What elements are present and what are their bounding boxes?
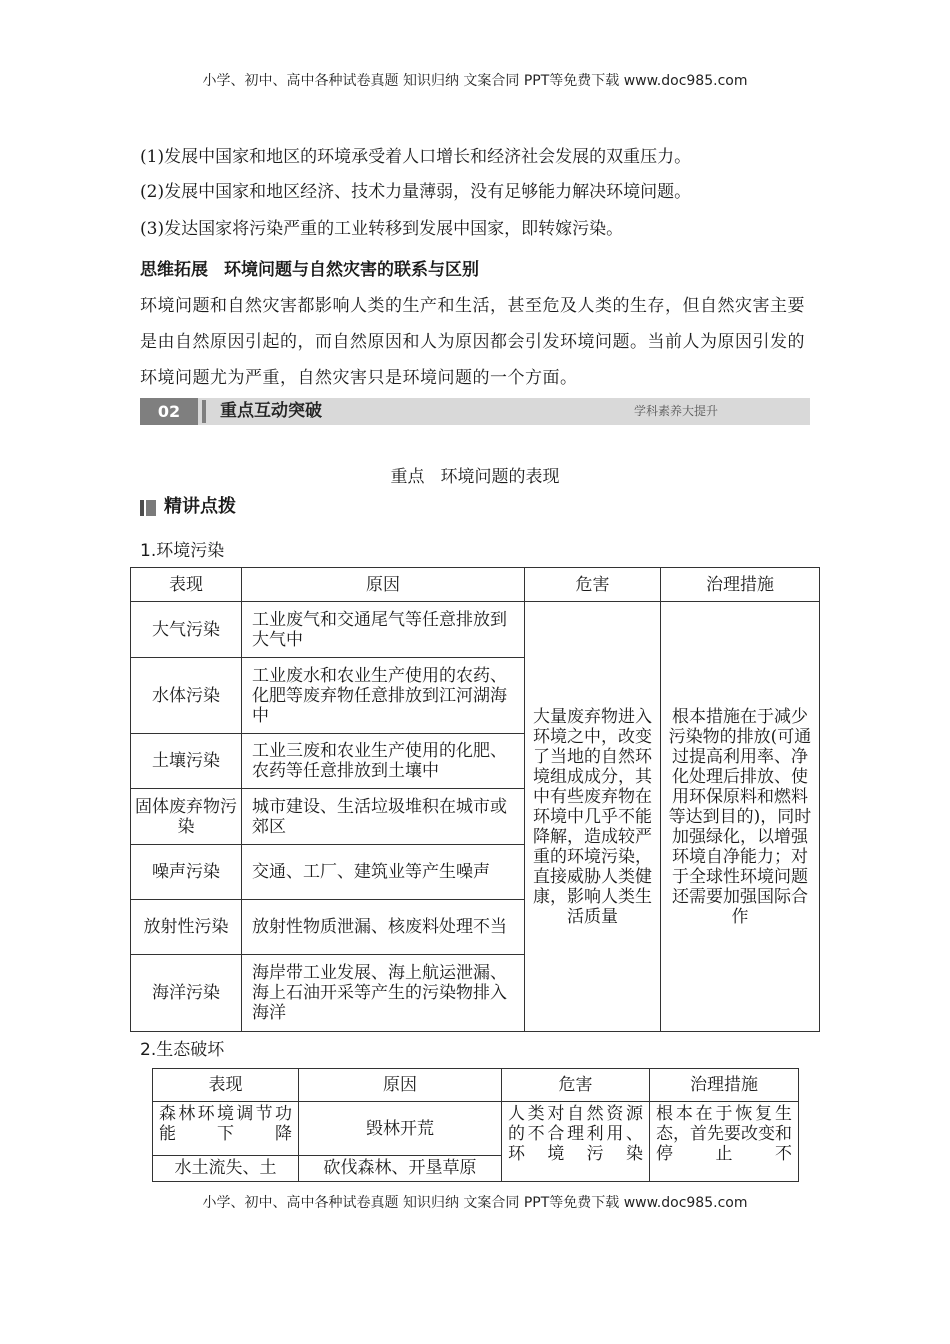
pollution-table xyxy=(130,567,820,1032)
table-header: 原因 xyxy=(299,1069,502,1102)
table-header: 治理措施 xyxy=(661,568,820,602)
damage-type: 水土流失、土 xyxy=(153,1156,299,1182)
table-header: 表现 xyxy=(131,568,242,602)
damage-harm: 人类对自然资源的不合理利用、环境污染 xyxy=(502,1102,650,1182)
focus-heading xyxy=(0,462,950,487)
pollution-cause: 交通、工厂、建筑业等产生噪声 xyxy=(242,845,525,900)
table-row xyxy=(131,602,820,658)
pollution-type: 固体废弃物污染 xyxy=(131,789,242,845)
section-band xyxy=(140,398,810,425)
damage-type: 森林环境调节功能下降 xyxy=(153,1102,299,1156)
table-row xyxy=(153,1102,799,1156)
section-1-title: 1.环境污染 xyxy=(140,541,225,561)
bookmark-icon xyxy=(140,500,156,516)
pollution-cause: 放射性物质泄漏、核废料处理不当 xyxy=(242,900,525,955)
table-header: 原因 xyxy=(242,568,525,602)
pollution-type: 噪声污染 xyxy=(131,845,242,900)
reason-3: (3)发达国家将污染严重的工业转移到发展中国家，即转嫁污染。 xyxy=(140,219,624,239)
damage-measures: 根本在于恢复生态，首先要改变和停止不 xyxy=(650,1102,799,1182)
pollution-type: 海洋污染 xyxy=(131,955,242,1032)
pollution-type: 大气污染 xyxy=(131,602,242,658)
pollution-measures: 根本措施在于减少污染物的排放(可通过提高利用率、净化处理后排放、使用环保原料和燃料等达到目的)，同时加强绿化，以增强环境自净能力；对于全球性环境问题还需要加强国际合作 xyxy=(661,602,820,1032)
pollution-cause: 工业废水和农业生产使用的农药、化肥等废弃物任意排放到江河湖海中 xyxy=(242,658,525,734)
pollution-type: 放射性污染 xyxy=(131,900,242,955)
page-header: 小学、初中、高中各种试卷真题 知识归纳 文案合同 PPT等免费下载 www.doc985.com xyxy=(202,73,748,89)
thinking-body: 环境问题和自然灾害都影响人类的生产和生活，甚至危及人类的生存，但自然灾害主要是由自然原因引起的，而自然原因和人为原因都会引发环境问题。当前人为原因引发的环境问题尤为严重，自然灾害只是环境问题的一个方面。 xyxy=(140,296,805,388)
pollution-harm: 大量废弃物进入环境之中，改变了当地的自然环境组成成分，其中有些废弃物在环境中几乎不能降解，造成较严重的环境污染，直接威胁人类健康，影响人类生活质量 xyxy=(525,602,661,1032)
reason-2: (2)发展中国家和地区经济、技术力量薄弱，没有足够能力解决环境问题。 xyxy=(140,182,692,202)
ecology-table xyxy=(152,1068,799,1182)
reason-1: (1)发展中国家和地区的环境承受着人口增长和经济社会发展的双重压力。 xyxy=(140,147,692,167)
focus-title: 环境问题的表现 xyxy=(440,467,560,487)
band-divider xyxy=(202,400,206,423)
pollution-type: 水体污染 xyxy=(131,658,242,734)
section-2-title: 2.生态破坏 xyxy=(140,1040,225,1060)
jingjiang-label: 精讲点拨 xyxy=(164,496,236,517)
band-subtitle: 学科素养大提升 xyxy=(633,404,718,418)
damage-cause: 毁林开荒 xyxy=(299,1102,502,1156)
table-header: 治理措施 xyxy=(650,1069,799,1102)
thinking-heading xyxy=(140,255,479,280)
thinking-label: 思维拓展 xyxy=(140,260,208,280)
pollution-cause: 工业废气和交通尾气等任意排放到大气中 xyxy=(242,602,525,658)
pollution-cause: 海岸带工业发展、海上航运泄漏、海上石油开采等产生的污染物排入海洋 xyxy=(242,955,525,1032)
page-footer: 小学、初中、高中各种试卷真题 知识归纳 文案合同 PPT等免费下载 www.doc985.com xyxy=(202,1195,748,1211)
focus-label: 重点 xyxy=(390,467,425,487)
pollution-cause: 城市建设、生活垃圾堆积在城市或郊区 xyxy=(242,789,525,845)
damage-cause: 砍伐森林、开垦草原 xyxy=(299,1156,502,1182)
table-header: 危害 xyxy=(502,1069,650,1102)
pollution-cause: 工业三废和农业生产使用的化肥、农药等任意排放到土壤中 xyxy=(242,734,525,789)
pollution-type: 土壤污染 xyxy=(131,734,242,789)
band-number: 02 xyxy=(140,398,198,425)
table-header: 危害 xyxy=(525,568,661,602)
thinking-title: 环境问题与自然灾害的联系与区别 xyxy=(224,260,479,280)
table-header: 表现 xyxy=(153,1069,299,1102)
band-title: 重点互动突破 xyxy=(220,401,322,421)
